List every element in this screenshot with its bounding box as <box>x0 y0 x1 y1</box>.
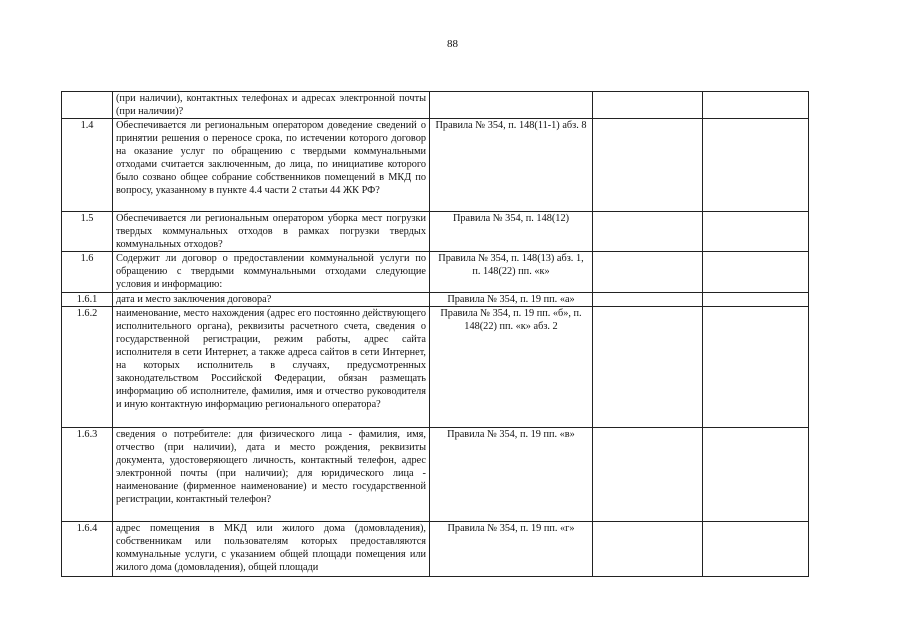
note-cell <box>703 428 809 522</box>
note-cell <box>703 307 809 428</box>
item-reference: Правила № 354, п. 19 пп. «г» <box>430 522 593 577</box>
answer-cell <box>593 252 703 293</box>
note-cell <box>703 252 809 293</box>
item-reference: Правила № 354, п. 148(13) абз. 1, п. 148(22) пп. «к» <box>430 252 593 293</box>
page-number: 88 <box>447 38 458 50</box>
item-number: 1.6 <box>62 252 113 293</box>
item-number: 1.6.1 <box>62 293 113 307</box>
table-row <box>62 252 809 293</box>
table-row <box>62 212 809 252</box>
item-question: (при наличии), контактных телефонах и адресах электронной почты (при наличии)? <box>113 92 430 119</box>
item-number: 1.5 <box>62 212 113 252</box>
item-question: Обеспечивается ли региональным оператором уборка мест погрузки твердых коммунальных отходов в рамках погрузки твердых коммунальных отходов? <box>113 212 430 252</box>
table-row <box>62 307 809 428</box>
item-number: 1.4 <box>62 119 113 212</box>
item-reference: Правила № 354, п. 19 пп. «в» <box>430 428 593 522</box>
item-reference: Правила № 354, п. 148(11-1) абз. 8 <box>430 119 593 212</box>
item-question: Обеспечивается ли региональным оператором доведение сведений о принятии решения о переносе срока, по истечении которого договор на оказание услуг по обращению с твердыми коммунальными отходами считается заключенным, до лица, по инициативе которого было созвано общее собрание собственников помещений в МКД по вопросу, указанному в пункте 4.4 части 2 статьи 44 ЖК РФ? <box>113 119 430 212</box>
table-row <box>62 92 809 119</box>
answer-cell <box>593 307 703 428</box>
item-question: адрес помещения в МКД или жилого дома (домовладения), собственникам или пользователям которых предоставляются коммунальные услуги, с указанием общей площади помещения или жилого дома (домовладения), общей площади <box>113 522 430 577</box>
item-reference <box>430 92 593 119</box>
answer-cell <box>593 92 703 119</box>
item-question: сведения о потребителе: для физического лица - фамилия, имя, отчество (при наличии), дата и место рождения, реквизиты документа, удостоверяющего личность, контактный телефон, адрес электронной почты (при наличии); для юридического лица - наименование (фирменное наименование) и место государственной регистрации, контактный телефон? <box>113 428 430 522</box>
item-number: 1.6.3 <box>62 428 113 522</box>
answer-cell <box>593 428 703 522</box>
table-row <box>62 119 809 212</box>
item-question: Содержит ли договор о предоставлении коммунальной услуги по обращению с твердыми коммунальными отходами следующие условия и информацию: <box>113 252 430 293</box>
note-cell <box>703 212 809 252</box>
answer-cell <box>593 119 703 212</box>
table-row <box>62 293 809 307</box>
answer-cell <box>593 522 703 577</box>
table-row <box>62 522 809 577</box>
checklist-table <box>61 91 809 577</box>
answer-cell <box>593 293 703 307</box>
answer-cell <box>593 212 703 252</box>
note-cell <box>703 92 809 119</box>
item-number: 1.6.2 <box>62 307 113 428</box>
table-row <box>62 428 809 522</box>
item-reference: Правила № 354, п. 19 пп. «б», п. 148(22) пп. «к» абз. 2 <box>430 307 593 428</box>
item-reference: Правила № 354, п. 19 пп. «а» <box>430 293 593 307</box>
item-question: дата и место заключения договора? <box>113 293 430 307</box>
note-cell <box>703 119 809 212</box>
note-cell <box>703 522 809 577</box>
item-reference: Правила № 354, п. 148(12) <box>430 212 593 252</box>
item-question: наименование, место нахождения (адрес его постоянно действующего исполнительного органа), реквизиты расчетного счета, сведения о государственной регистрации, режим работы, адрес сайта исполнителя в сети Интернет, а также адреса сайтов в сети Интернет, на которых исполнитель в случаях, предусмотренных законодательством Российской Федерации, обязан размещать информацию об исполнителе, фамилия, имя и отчество руководителя и иную контактную информацию регионального оператора? <box>113 307 430 428</box>
note-cell <box>703 293 809 307</box>
item-number <box>62 92 113 119</box>
item-number: 1.6.4 <box>62 522 113 577</box>
